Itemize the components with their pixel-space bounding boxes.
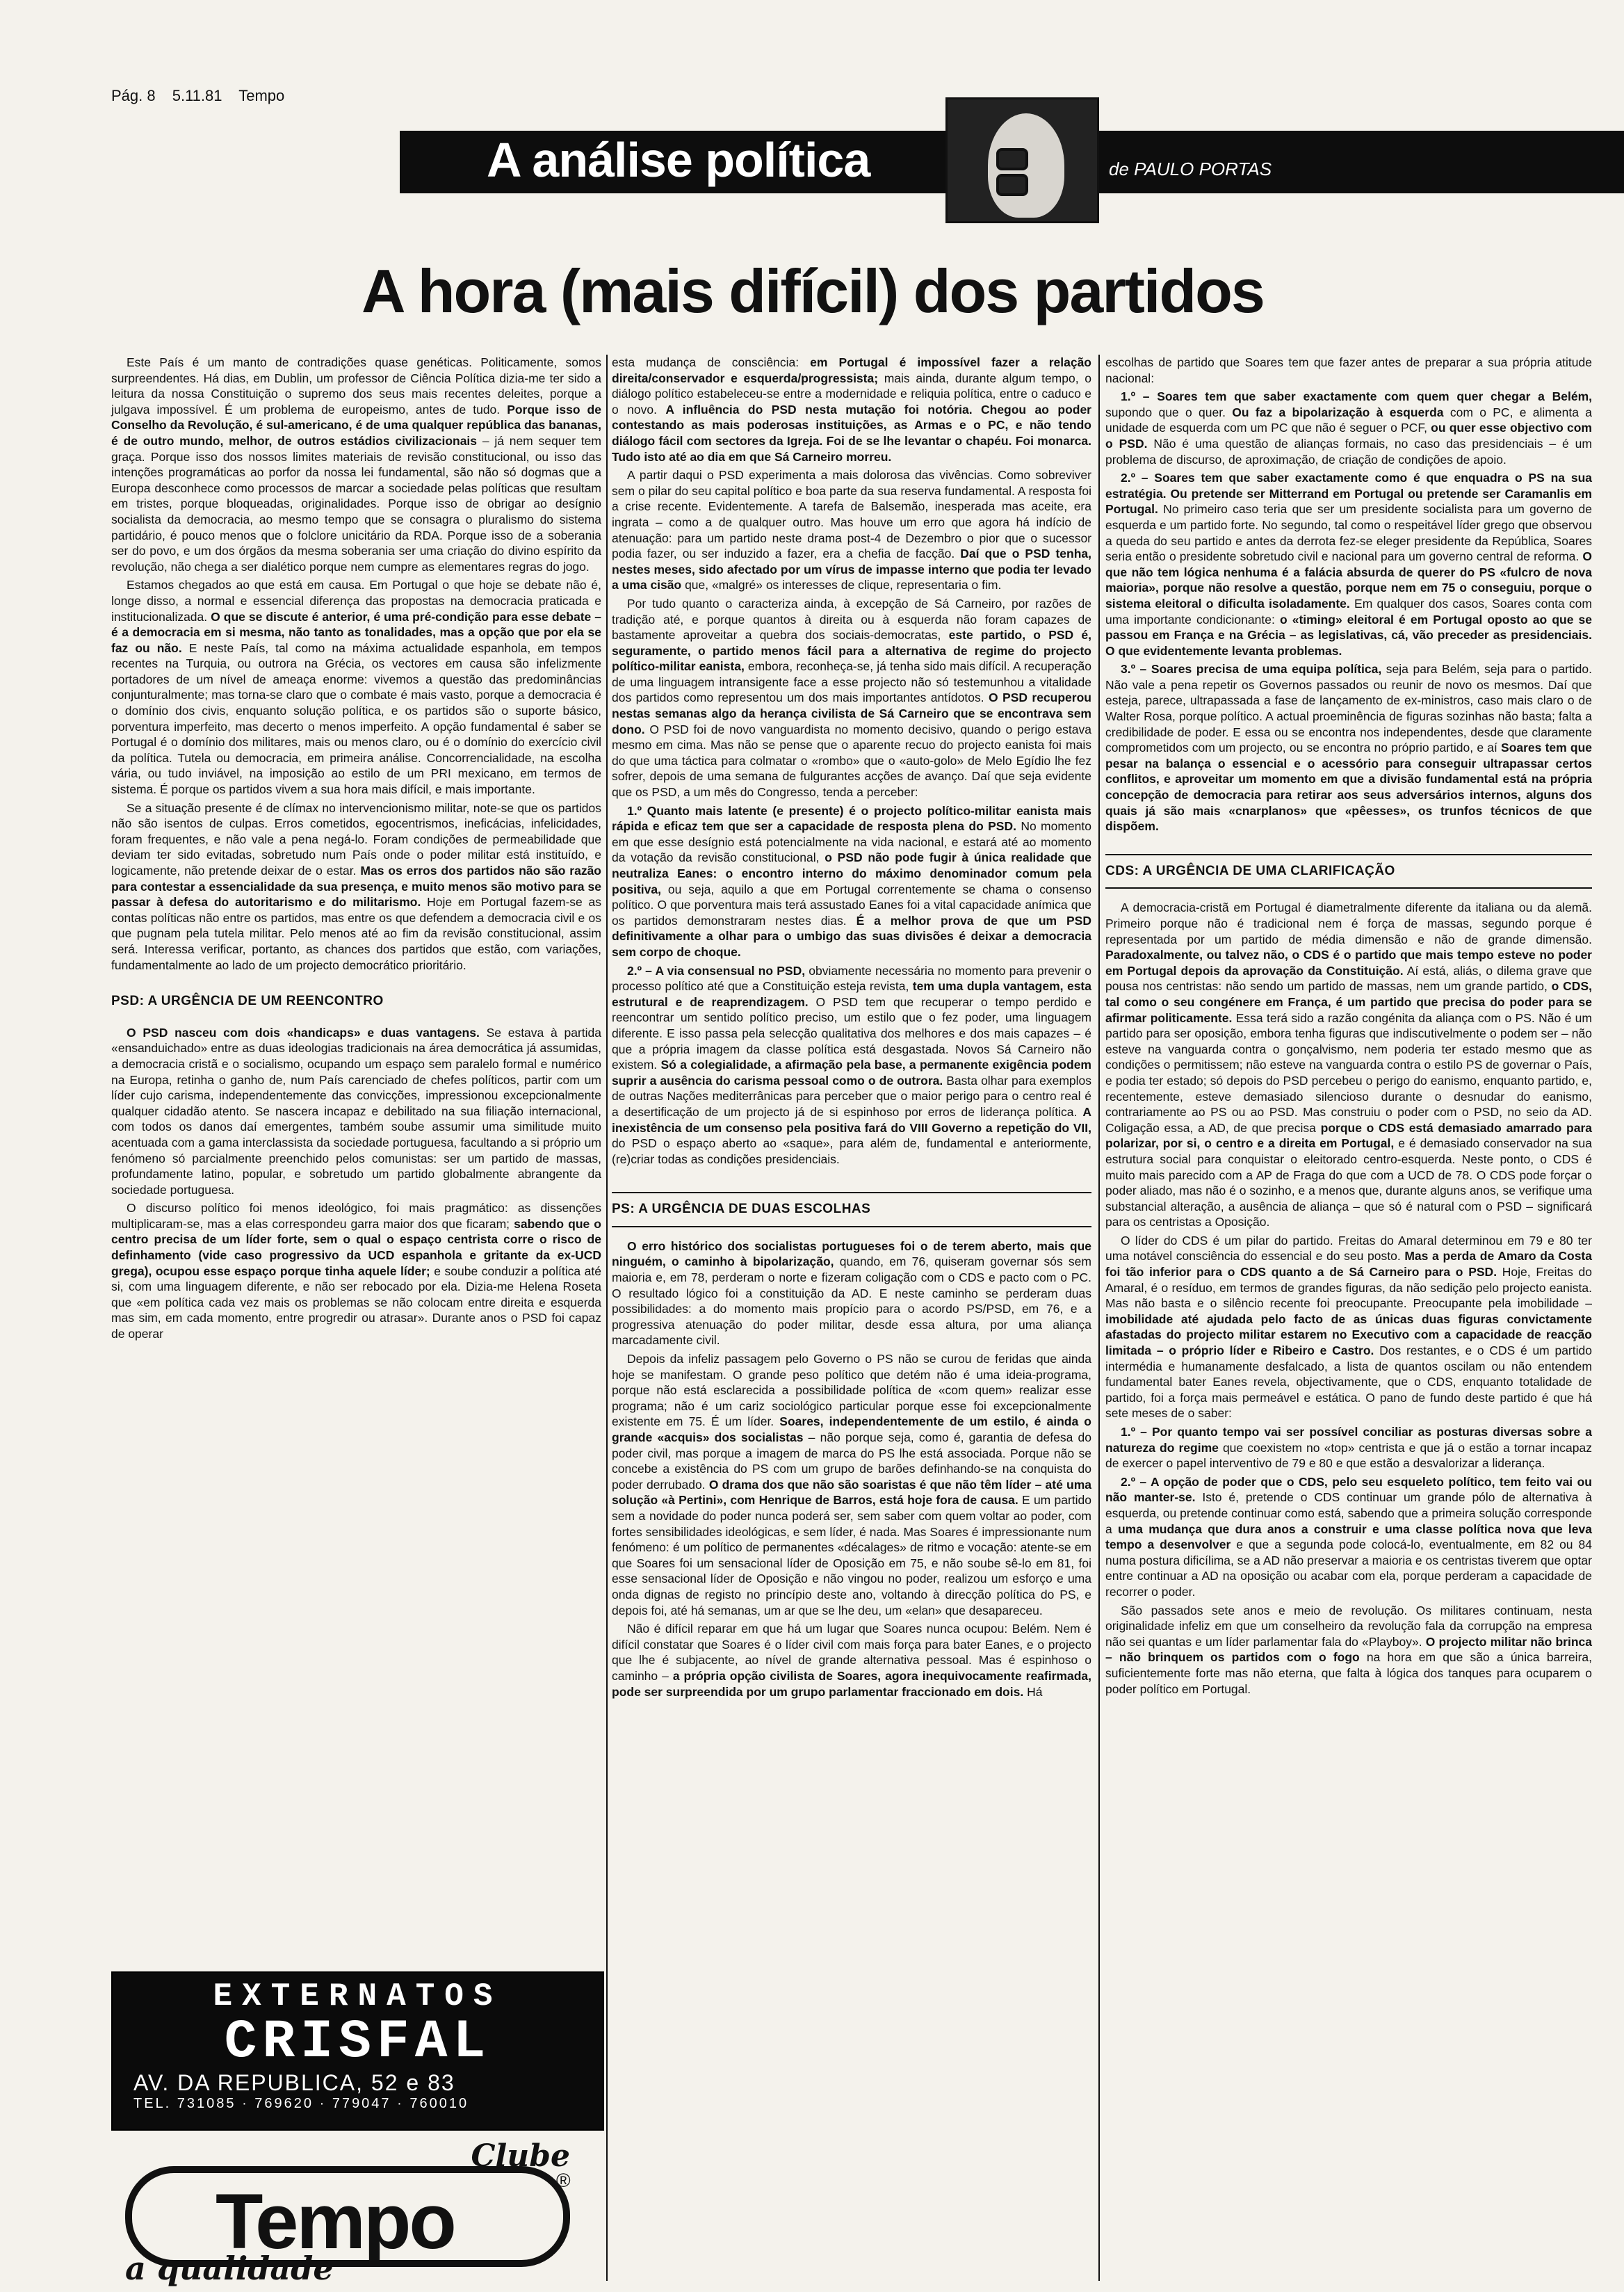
paragraph: 1.º Quanto mais latente (e presente) é o projecto político-militar eanista mais rápida e eficaz tem que ser a capacidade de resposta plena do PSD. No momento em que esse desígnio está potencialmente na vida nacional, e estará até ao momento da votação da revisão constitucional, o PSD não pode fugir à única realidade que neutraliza Eanes: o encontro interno do máximo denominador comum pela positiva, ou seja, aquilo a que em Portugal correntemente se chama o consenso político. O que porventura mais terá assustado Eanes foi a vital capacidade anímica que os partidos demonstraram nestes dias. É a melhor prova de que um PSD definitivamente a olhar para o umbigo das suas divisões é deixar a democracia sem corpo de choque. — [612, 803, 1091, 959]
paragraph: O PSD nasceu com dois «handicaps» e duas vantagens. Se estava à partida «ensanduichado» entre as duas ideologias tradicionais na área democrática já assumidas, a democracia cristã e o socialismo, ocupando um espaço sem paralelo formal e numérico na Europa, retinha o ganho de, num País carenciado de chefes políticos, partir com um líder cujo carisma, independentemente das convicções, impressionou excepcionalmente qualquer cidadão atento. Se nascera incapaz e debilitado na sua filiação internacional, com todos os danos daí emergentes, também soube assumir uma similitude muito acentuada com a gama interclassista da sociedade portuguesa, facultando a si próprio um fenómeno só parcialmente preenchido pelos comunistas: ser um partido de massas, profundamente latino, popular, e sobretudo um partido globalmente abrangente da sociedade portuguesa. — [111, 1025, 601, 1197]
author-byline: de PAULO PORTAS — [1109, 159, 1272, 179]
page-header — [111, 87, 297, 105]
ad-line-externatos: EXTERNATOS — [213, 1978, 503, 2015]
author-photo — [945, 97, 1099, 223]
ad-phones: TEL. 731085 · 769620 · 779047 · 760010 — [133, 2096, 469, 2111]
paragraph: O erro histórico dos socialistas portugueses foi o de terem aberto, mais que ninguém, o caminho à bipolarização, quando, em 76, quiseram governar sós sem maioria e, em 78, perderam o norte e fizeram coligação com o CDS e pacto com o PC. O resultado lógico foi a constituição da AD. E neste caminho se perderam duas possibilidades: a do momento mais propício para o acordo PS/PSD, em 76, e a progressiva atenuação do poder militar, desde essa altura, por uma aliança marcadamente civil. — [612, 1238, 1091, 1348]
paragraph: Depois da infeliz passagem pelo Governo o PS não se curou de feridas que ainda hoje se manifestam. O grande peso político que detém não é uma ideia-programa, porque não está esclarecida a possibilidade política de «com quem» realizar esse programa; não é um cariz sociológico particular porque esse foi excepcionalmente existente em 75. É um líder. Soares, independentemente de um estilo, é ainda o grande «acquis» dos socialistas – não porque seja, como é, garantia de defesa do poder civil, mas porque a imagem de marca do PS lhe está associada. Porque não se concebe a existência do PS com um grupo de barões definhando-se na conquista do poder derrubado. O drama dos que não são soaristas é que não têm líder – até uma solução «à Pertini», com Henrique de Barros, está hoje fora de causa. E um partido sem a novidade do poder nunca poderá ser, sem saber com quem voltar ao poder, com fortes sensibilidades ideológicas, e sem líder, é nada. Mas Soares é impressionante num fenómeno: é um político de permanentes «décalages» de ritmo e vocação: atente-se em que Soares foi um sensacional líder de Oposição em 75, e não soube sê-lo em 81, foi esse sensacional líder de Oposição e não vingou no poder, realizou um esforço e uma onda dignas de registo no princípio deste ano, voltando à direcção política do PS, e depois foi, até há semanas, um ar que se lhe deu, um «elan» que desapareceu. — [612, 1352, 1092, 1617]
column-3 — [1105, 355, 1592, 1700]
paragraph: Se a situação presente é de clímax no intervencionismo militar, note-se que os partidos não são isentos de culpas. Erros cometidos, egocentrismos, ineficácias, infelicidades, foram frequentes, e não vale a pena negá-lo. Foram condições de permeabilidade que deviam ter sido evitadas, sobretudo num País onde o poder militar está instituído, e logicamente, não pretende deixar de o estar. Mas os erros dos partidos não são razão para contestar a essencialidade da sua presença, e muito menos são motivo para se passar à defesa do autoritarismo e do militarismo. Hoje em Portugal fazem-se as contas políticas não entre os partidos, mas entre os que defendem a democracia civil e os que pugnam pela tutela militar. Pelo menos até ao fim da revisão constitucional, assim será. Interessa verificar, portanto, as chances dos partidos que estão, com variações, fundamentalmente ao lado de um projecto democrático prioritário. — [111, 800, 601, 972]
ad-line-crisfal: CRISFAL — [224, 2012, 492, 2073]
paragraph: escolhas de partido que Soares tem que fazer antes de preparar a sua própria atitude nacional: — [1105, 355, 1592, 385]
page-number: Pág. 8 — [111, 87, 156, 104]
article-headline: A hora (mais difícil) dos partidos — [362, 257, 1264, 325]
ad-tempo-brand: Tempo — [216, 2178, 455, 2265]
ad-clube: Clube — [471, 2138, 570, 2174]
paragraph: O discurso político foi menos ideológico, foi mais pragmático: as dissenções multiplicaram-se, mas a elas correspondeu garra maior dos que ficaram; sabendo que o centro precisa de um líder forte, sem o qual o espaço centrista corre o risco de definhamento (vide caso progressivo da UCD espanhola e gritante da ex-UCD grega), ocupou esse espaço porque tinha aquele líder; e soube conduzir a política até si, com uma linguagem diferente, e não ser rebocado por ela. Dizia-me Helena Roseta que «em política cada vez mais os problemas se não colocam entre direita e esquerda mas sim, em cada momento, entre progredir ou atrasar». Durante anos o PSD foi capaz de operar — [111, 1201, 602, 1341]
section-title: A análise política — [487, 133, 870, 187]
page-date: 5.11.81 — [172, 87, 222, 104]
paragraph: Por tudo quanto o caracteriza ainda, à excepção de Sá Carneiro, por razões de tradição até, e porque quantos à direita ou à esquerda não foram capazes de bastamente aproveitar a quebra dos sociais-democratas, este partido, o PSD é, seguramente, o partido menos fácil para a alternativa de regime do projecto político-militar eanista, embora, reconheça-se, já tenha sido mais difícil. A recuperação de uma linguagem intransigente face a esse projecto não só testemunhou a vitalidade dos partidos como representou um dos mais importantes antídotos. O PSD recuperou nestas semanas algo da herança civilista de Sá Carneiro que se encontrava sem dono. O PSD foi de novo vanguardista no momento decisivo, quando o perigo estava mesmo em cima. Mas não se pense que o aparente recuo do projecto eanista foi mais do que uma táctica para colmatar o «rombo» que o «auto-golo» de Melo Egídio lhe fez sofrer, depois de uma semana de fulgurantes acções de avanço. Daí que seja evidente que os PSD, a um mês do Congresso, tenda a perceber: — [612, 596, 1091, 800]
ad-tagline: a qualidade — [125, 2250, 334, 2287]
paragraph: 2.º – Soares tem que saber exactamente como é que enquadra o PS na sua estratégia. Ou pretende ser Mitterrand em Portugal ou pretende ser Caramanlis em Portugal. No primeiro caso teria que ser um presidente socialista para um governo de esquerda e um partido forte. No segundo, tal como o respeitável líder grego que observou a queda do seu partido e antes da derrota fez-se eleger presidente da República, Soares seria então o presidente sobretudo civil e nacional para um governo central de reforma. O que não tem lógica nenhuma é a falácia absurda de querer do PS «fulcro de nova maioria», porque não resolve a questão, porque nem em 75 o conseguiu, porque o sistema eleitoral o dificulta isoladamente. Em qualquer dos casos, Soares conta com uma importante condicionante: o «timing» eleitoral é em Portugal oposto ao que se passou em França e na Grécia – as legislativas, cá, vão preceder as presidenciais. O que evidentemente levanta problemas. — [1105, 471, 1593, 658]
ad-address: AV. DA REPUBLICA, 52 e 83 — [133, 2070, 455, 2095]
paragraph: Não é difícil reparar em que há um lugar que Soares nunca ocupou: Belém. Nem é difícil constatar que Soares é o líder civil com mais força para bater Eanes, e o projecto que lhe é subjacente, ao nível de grande alternativa pessoal. Mas é espinhoso o caminho – a própria opção civilista de Soares, agora inequivocamente reafirmada, pode ser surpreendida por um grupo parlamentar fraccionado em dois. Há — [612, 1622, 1091, 1699]
column-2 — [612, 355, 1091, 1702]
paragraph: esta mudança de consciência: em Portugal é impossível fazer a relação direita/conservador e esquerda/progressista; mais ainda, durante algum tempo, o diálogo político estabeleceu-se entre a modernidade e reliquia política, entre o caduco e o novo. A influência do PSD nesta mutação foi notória. Chegou ao poder contestando as mais poderosas instituições, as Armas e o PC, e não tendo diálogo fácil com sectores da Igreja. Foi de se lhe levantar o chapéu. Foi monarca. Tudo isto até ao dia em que Sá Carneiro morreu. — [612, 355, 1091, 464]
paragraph: São passados sete anos e meio de revolução. Os militares continuam, nesta originalidade infeliz em que um conselheiro da revolução fala da corrupção na empresa não sei quantas e um líder parlamentar fala do «Playboy». O projecto militar não brinca – não brinquem os partidos com o fogo na hora em que são a única barreira, suficientemente forte mas não eterna, que falta à lógica dos tanques para ocuparem o poder político em Portugal. — [1105, 1603, 1592, 1696]
paragraph: Este País é um manto de contradições quase genéticas. Politicamente, somos surpreendentes. Há dias, em Dublin, um professor de Ciência Política dizia-me ter sido a leitura da nossa Constituição o supremo dos seus mais recentes deleites, porque a julgava impossível. É um problema de europeismo, antes de tudo. Porque isso de Conselho da Revolução, é sul-americano, é de uma qualquer república das bananas, é de outro mundo, melhor, de outros estádios civilizacionais – já nem sequer tem graça. Porque isso dos nossos limites materiais de revisão constitucional, ou isso das intenções programáticas ao porfor da nossa lei fundamental, são não só dogmas que a Europa desconhece como processos de marcar a sociedade pelas políticas que resultam em tristes, porque bloqueadas, originalidades. Porque isso de obrigar ao desígnio socialista da democracia, ao mesmo tempo que se consagra o pluralismo do sistema partidário, é pouco menos que o folclore unicitário da RDA. Porque isso de a soberania ser do povo, e um dos órgãos da mesma soberania ser uma criação do divino espírito da revolução, não chega a ser dialético porque nem cumpre as elementares regras do jogo. — [111, 355, 601, 574]
column-divider — [1098, 355, 1100, 2281]
paragraph: 3.º – Soares precisa de uma equipa política, seja para Belém, seja para o partido. Não vale a pena repetir os Governos passados ou reunir de novo os mesmos. Daí que esteja, parece, ultrapassada a fase de lançamento de ex-ministros, caso mais claro o de Walter Rosa, porque político. A actual proeminência de figuras sozinhas não basta; falta a credibilidade de poder. E essa ou se encontra nos independentes, desde que claramente comprometidos com um projecto, ou se encontra no próprio partido, e aí Soares tem que pesar na balança o essencial e o acessório para conseguir ultrapassar certos conflitos, e aproveitar um momento em que a divisão fundamental está na própria concepção de democracia para retirar aos seus adversários internos, alguns dos quais já são mais «cnarplanos» que «pêesses», os trunfos técnicos de que dispõem. — [1105, 662, 1592, 834]
cds-section-heading: CDS: A URGÊNCIA DE UMA CLARIFICAÇÃO — [1105, 854, 1592, 889]
paragraph: A partir daqui o PSD experimenta a mais dolorosa das vivências. Como sobreviver sem o pilar do seu capital político e boa parte da sua reserva fundamental. A resposta foi a crise recente. Evidentemente. A tarefa de Balsemão, inesperada mas aceite, era ingrata – como a de qualquer outro. Mas houve um erro que agora há indício de atenuação: para um partido neste drama post-4 de Dezembro o pior que o sucessor podia fazer, ou ser induzido a fazer, era a chefia de facção. Daí que o PSD tenha, nestes meses, sido afectado por um vírus de impasse interno que podia ter levado a uma cisão que, «malgré» os interesses de clique, representaria o fim. — [612, 468, 1091, 592]
column-divider — [606, 355, 608, 2281]
paragraph: 2.º – A opção de poder que o CDS, pelo seu esqueleto político, tem feito vai ou não manter-se. Isto é, pretende o CDS continuar um grande pólo de alternativa à esquerda, ou pretende continuar como está, sabendo que a primeira solução corresponde a uma mudança que dura anos a construir e uma classe política nova que leva tempo a desenvolver e que a segunda pode colocá-lo, eventualmente, em 82 ou 84 numa postura dificílima, se a AD não preservar a maioria e os centristas tiverem que optar entre continuar a AD na oposição ou acabar com ela, porque perderam a capacidade de recorrer o poder. — [1105, 1474, 1592, 1599]
column-1 — [111, 355, 601, 1345]
paragraph: 1.º – Soares tem que saber exactamente com quem quer chegar a Belém, supondo que o quer. Ou faz a bipolarização à esquerda com o PC, e alimenta a unidade de esquerda com um PC que não é seguer o PCF, ou quer esse objectivo com o PSD. Não é uma questão de alianças formais, no caso das presidenciais – é um problema de discurso, de aproximação, de criação de condições de apoio. — [1105, 389, 1592, 467]
glasses-icon — [996, 148, 1059, 166]
paragraph: O líder do CDS é um pilar do partido. Freitas do Amaral determinou em 79 e 80 ter uma notável consciência do essencial e do seu posto. Mas a perda de Amaro da Costa foi tão inferior para o CDS quanto a de Sá Carneiro para o PSD. Hoje, Freitas do Amaral, é o resíduo, em termos de grandes figuras, da não sedição pelo projecto eanista. Mas não basta e o silêncio recente foi preocupante. Preocupante pela imobilidade – imobilidade até ajudada pelo facto de as únicas duas figuras convictamente afastadas do projecto militar estarem no Executivo com a capacidade de reacção limitada – o próprio líder e Ribeiro e Castro. Dos restantes, e o CDS é um partido intermédia e humanamente desfalcado, a lista de quantos oscilam ou não entendem fundamental bater Eanes revela, objectivamente, que o CDS, enquanto totalidade de partido, foi a força mais permeável e estática. O pano de fundo deste partido é que há sete meses de o saber: — [1105, 1233, 1592, 1421]
paragraph: 1.º – Por quanto tempo vai ser possível conciliar as posturas diversas sobre a natureza do regime que coexistem no «top» centrista e que já o estão a tornar incapaz de exercer o papel interventivo de 79 e 80 e que estão a desvalorizar a liderança. — [1105, 1425, 1592, 1471]
registered-icon: ® — [556, 2170, 571, 2191]
publication-name: Tempo — [238, 87, 285, 104]
clube-tempo-ad[interactable] — [111, 2138, 598, 2287]
paragraph: A democracia-cristã em Portugal é diametralmente diferente da italiana ou da alemã. Primeiro porque não é tradicional nem é força de massas, segundo porque é representada por um partido de média dimensão e não de grande dimensão. Paradoxalmente, ou talvez não, o CDS é o partido que mais tempo esteve no poder em Portugal depois da aprovação da Constituição. Aí está, aliás, o dilema grave que pousa nos centristas: não sendo um partido de massas, nem um grande partido, o CDS, tal como o seu congénere em França, é um partido que precisa do poder para se afirmar politicamente. Essa terá sido a razão congénita da aliança com o PS. Não é um partido para ser oposição, embora tenha figuras que indiscutivelmente o podem ser – não esteve na vanguarda contra o gonçalvismo, nem poderia ter estado mesmo que as condições o permitissem; não esteve na vanguarda contra o estilo PS de governar o País, e podia ter estado; só depois do PSD percebeu o perigo do eanismo, enquanto partido, e, recentemente, esteve demasiado silencioso durante o desnudar do eanismo, contrariamente ao PS ou ao PSD. Mas construiu o poder com o PSD, no seio da AD. Coligação essa, a AD, de que precisa porque o CDS está demasiado amarrado para polarizar, por si, o centro e a direita em Portugal, e é demasiado conservador na sua estrutura social para conquistar o eleitorado centro-esquerda. Neste ponto, o CDS é muito mais parecido com a AP de Fraga do que com a UCD de 78. O CDS pode forçar o poder aliado, mas não é o sozinho, e a menos que, durante alguns anos, se verifique uma substancial alteração, a ausência de aliança – que só é natural com o PSD – significará para os centristas a Oposição. — [1105, 901, 1592, 1229]
paragraph: Estamos chegados ao que está em causa. Em Portugal o que hoje se debate não é, longe disso, a normal e essencial diferença das propostas na democracia praticada e institucionalizada. O que se discute é anterior, é uma pré-condição para esse debate – é a democracia em si mesma, não tanto as tonalidades, mas a opção que por ela se faz ou não. E neste País, tal como na máxima actualidade espanhola, em tempos recentes na Turquia, ou outrora na Grécia, os vectores em causa são infelizmente portadores de um nível de ameaça enorme: vivemos a questão das predominâncias conjunturalmente; mas torna-se claro que o combate é mais vasto, porque a democracia é o domínio dos civis, enquanto solução política, e os partidos são o suporte básico, porventura imperfeito, mas decerto o menos imperfeito. A opção fundamental é saber se Portugal é o domínio dos militares, mais ou menos claro, ou é o domínio do exercício civil da política. Tutela ou democracia, em primeira análise. Concorrencialidade, na escolha vária, ou tudo inviável, na imposição ao estilo de um PRI mexicano, em termos de sistema. É porque os partidos vivem a sua hora mais difícil, e mais importante. — [111, 578, 601, 797]
crisfal-ad[interactable] — [111, 1971, 604, 2131]
paragraph: 2.º – A via consensual no PSD, obviamente necessária no momento para prevenir o processo político até que a Constituição esteja revista, tem uma dupla vantagem, esta estrutural e de reaprendizagem. O PSD tem que recuperar o tempo perdido e reencontrar um sentido político preciso, um estilo que o fez poder, uma linguagem diferente. E isso passa pela selecção qualitativa dos melhores e dos mais capazes – é que a própria imagem da classe política está desgastada. Novos Sá Carneiro não existem. Só a colegialidade, a afirmação pela base, a permanente exigência podem suprir a ausência do carisma pessoal como o de outrora. Basta olhar para exemplos de outras Nações mediterrânicas para perceber que o maior perigo para o centro real é a desertificação de um projecto já de si espinhoso por erros de liderança política. A inexistência de um consenso pela positiva fará do VIII Governo a repetição do VII, do PSD o espaço aberto ao «saque», para além de, fundamental e anteriormente, (re)criar todas as condições presidenciais. — [612, 963, 1091, 1166]
ps-section-heading: PS: A URGÊNCIA DE DUAS ESCOLHAS — [612, 1192, 1091, 1227]
psd-section-heading: PSD: A URGÊNCIA DE UM REENCONTRO — [111, 994, 384, 1009]
